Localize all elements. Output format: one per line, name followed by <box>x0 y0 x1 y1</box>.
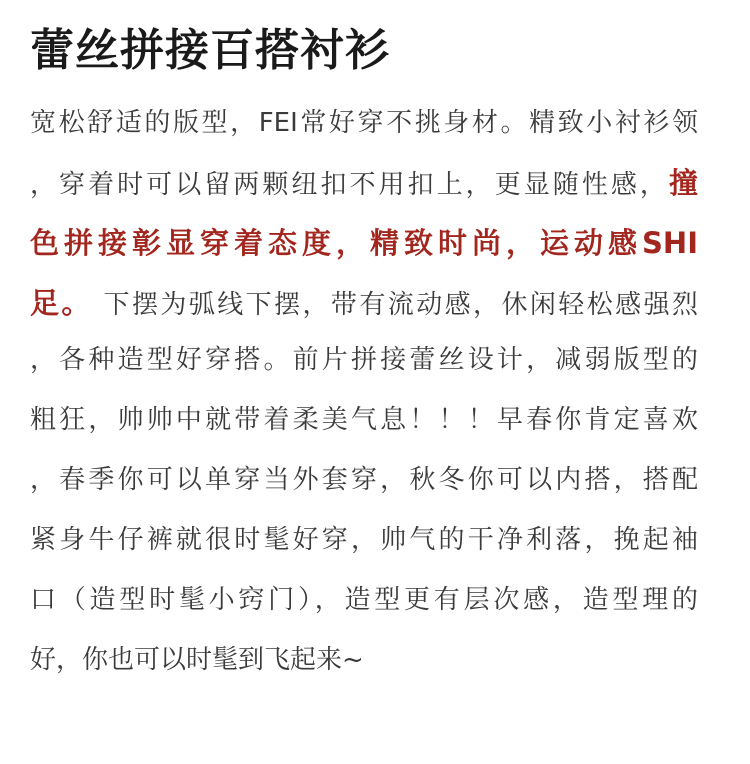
description-text: ，各种造型好穿搭。前片拼接蕾丝设计，减弱版型的 <box>30 345 698 375</box>
description-line-3 <box>30 223 698 265</box>
description-line-2 <box>30 163 698 205</box>
highlight-text: 色拼接彰显穿着态度，精致时尚，运动感SHI <box>30 226 698 260</box>
description-text: 紧身牛仔裤就很时髦好穿，帅气的干净利落，挽起袖 <box>30 525 698 555</box>
description-text: ，穿着时可以留两颗纽扣不用扣上，更显随性感， <box>30 170 669 200</box>
description-line-1 <box>30 103 698 143</box>
description-text: ，春季你可以单穿当外套穿，秋冬你可以内搭，搭配 <box>30 465 698 495</box>
description-line-8 <box>30 520 698 560</box>
description-line-10 <box>30 640 698 680</box>
highlight-text: 撞 <box>668 166 698 200</box>
description-line-4 <box>30 283 698 325</box>
description-text: 宽松舒适的版型，FEI常好穿不挑身材。精致小衬衫领 <box>30 108 698 138</box>
description-line-7 <box>30 460 698 500</box>
description-line-9 <box>30 580 698 620</box>
description-line-5 <box>30 340 698 380</box>
description-line-6 <box>30 400 698 440</box>
description-text: 下摆为弧线下摆，带有流动感，休闲轻松感强烈 <box>103 290 698 320</box>
description-text: 粗狂，帅帅中就带着柔美气息！！！早春你肯定喜欢 <box>30 405 698 435</box>
description-text: 口（造型时髦小窍门），造型更有层次感，造型理的 <box>30 585 698 615</box>
product-title: 蕾丝拼接百搭衬衫 <box>30 25 390 76</box>
description-text: 好，你也可以时髦到飞起来~ <box>30 645 364 675</box>
highlight-text: 足。 <box>30 286 93 320</box>
